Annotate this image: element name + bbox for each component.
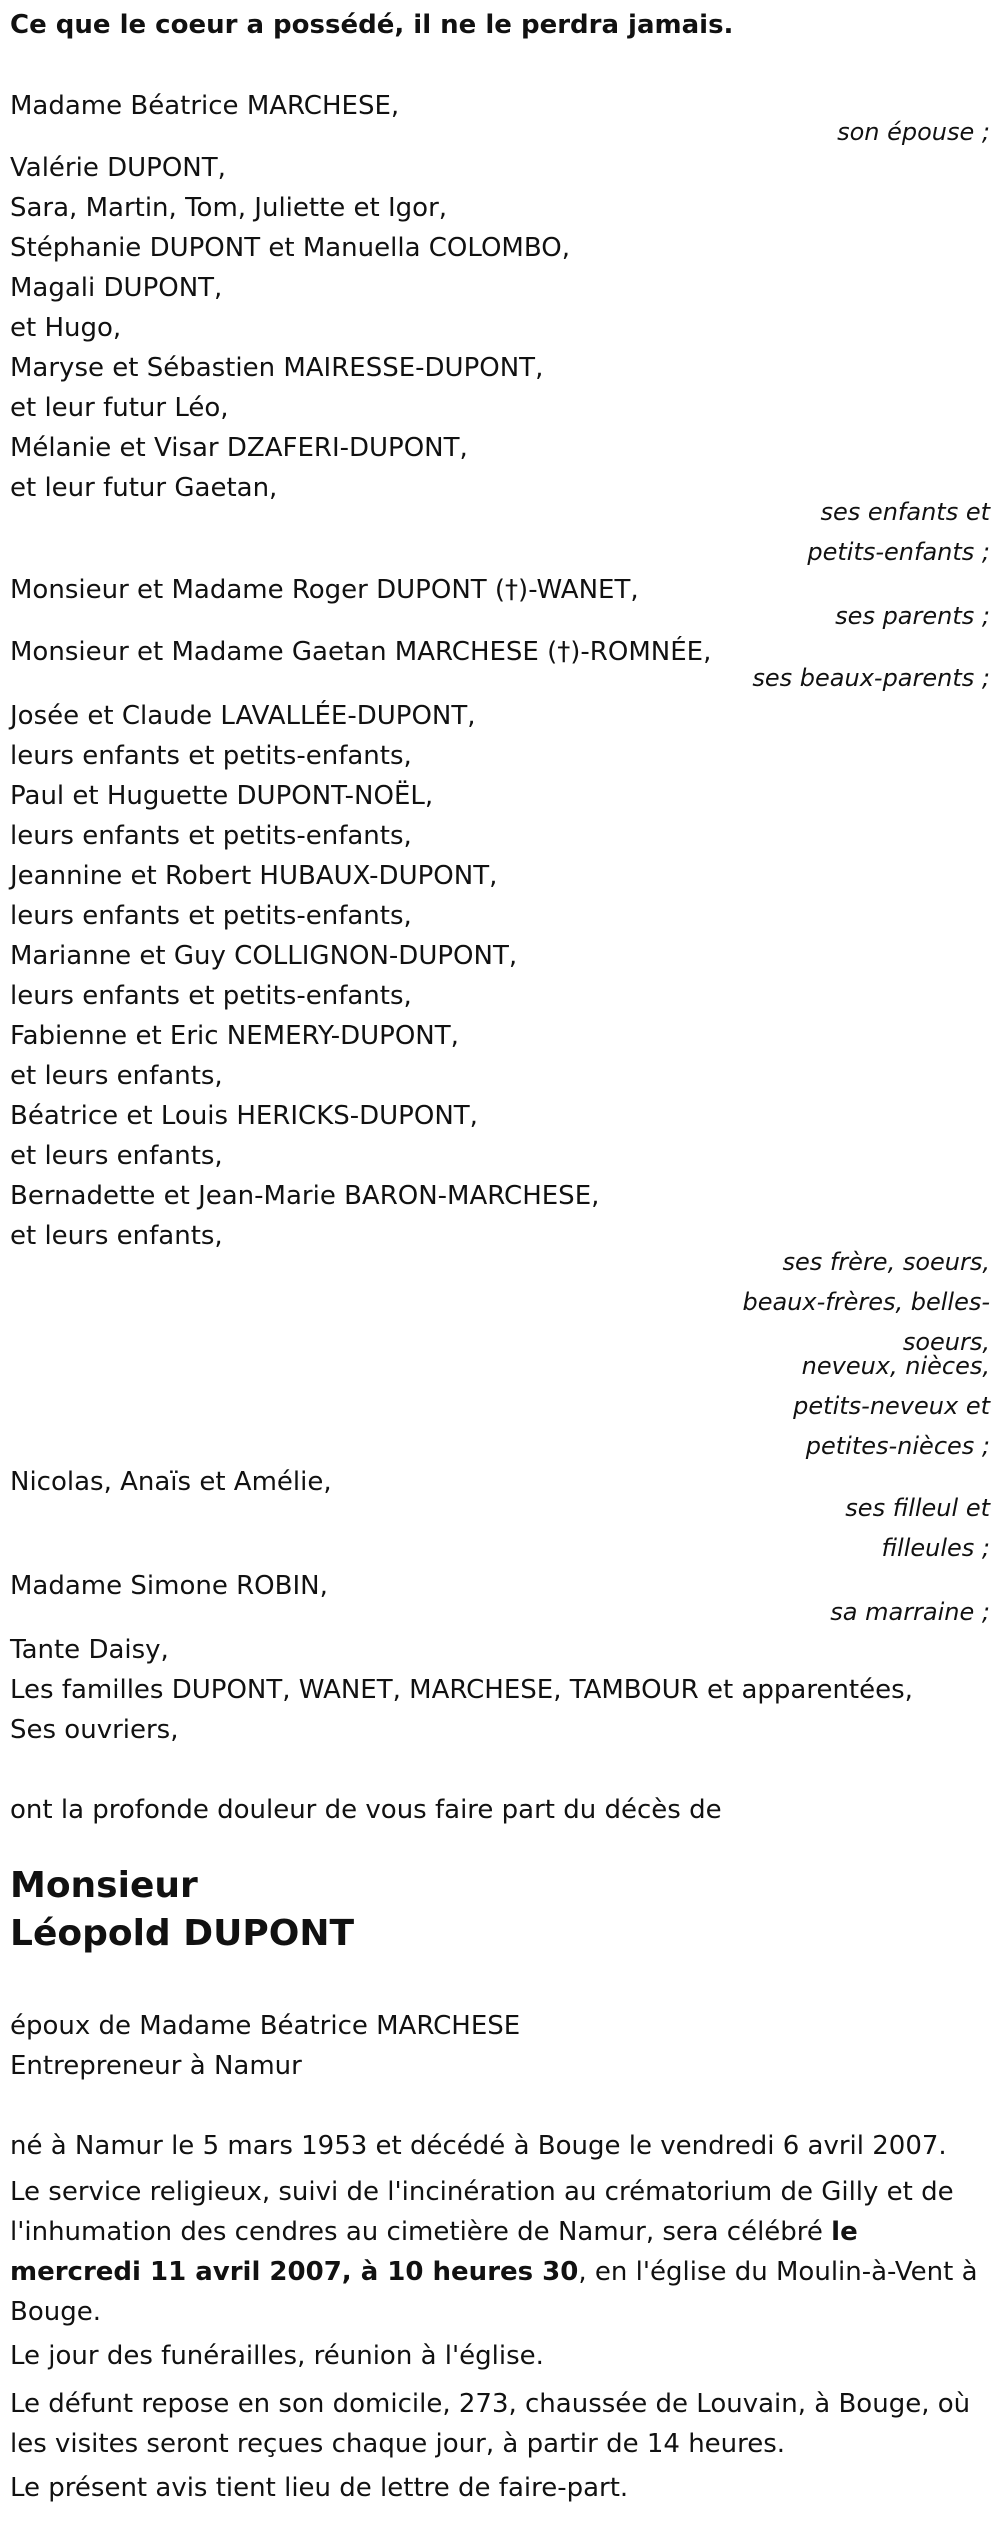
list-item: leurs enfants et petits-enfants, — [10, 821, 412, 851]
children-relation: ses enfants et petits-enfants ; — [807, 498, 990, 566]
service-date: le mercredi 11 avril 2007, à 10 heures 30 — [10, 2217, 858, 2287]
siblings-list — [10, 696, 599, 1256]
godchildren-name: Nicolas, Anaïs et Amélie, — [10, 1467, 332, 1497]
list-item: et leurs enfants, — [10, 1061, 223, 1091]
reunion-paragraph: Le jour des funérailles, réunion à l'église. — [10, 2341, 544, 2371]
visits-paragraph: Le défunt repose en son domicile, 273, chaussée de Louvain, à Bouge, où les visites seront reçues chaque jour, à partir de 14 heures. — [10, 2389, 971, 2459]
parents-name: Monsieur et Madame Roger DUPONT (†)-WANET, — [10, 575, 639, 605]
list-item: Fabienne et Eric NEMERY-DUPONT, — [10, 1021, 459, 1051]
motto: Ce que le coeur a possédé, il ne le perdra jamais. — [10, 10, 734, 40]
list-item: et leurs enfants, — [10, 1221, 223, 1251]
list-item: et Hugo, — [10, 313, 122, 343]
list-item: Sara, Martin, Tom, Juliette et Igor, — [10, 193, 448, 223]
list-item: Les familles DUPONT, WANET, MARCHESE, TAMBOUR et apparentées, — [10, 1675, 913, 1705]
birth-death: né à Namur le 5 mars 1953 et décédé à Bouge le vendredi 6 avril 2007. — [10, 2131, 947, 2161]
list-item: Josée et Claude LAVALLÉE-DUPONT, — [10, 701, 476, 731]
list-item: Tante Daisy, — [10, 1635, 169, 1665]
list-item: leurs enfants et petits-enfants, — [10, 901, 412, 931]
list-item: leurs enfants et petits-enfants, — [10, 741, 412, 771]
list-item: Valérie DUPONT, — [10, 153, 226, 183]
parents-in-law-relation: ses beaux-parents ; — [752, 664, 990, 692]
list-item: Stéphanie DUPONT et Manuella COLOMBO, — [10, 233, 570, 263]
list-item: Béatrice et Louis HERICKS-DUPONT, — [10, 1101, 478, 1131]
list-item: Marianne et Guy COLLIGNON-DUPONT, — [10, 941, 518, 971]
list-item: et leurs enfants, — [10, 1141, 223, 1171]
others-list — [10, 1630, 913, 1750]
list-item: et leur futur Léo, — [10, 393, 229, 423]
spouse-detail: époux de Madame Béatrice MARCHESE — [10, 2011, 521, 2041]
list-item: Ses ouvriers, — [10, 1715, 179, 1745]
children-list — [10, 148, 570, 508]
list-item: leurs enfants et petits-enfants, — [10, 981, 412, 1011]
parents-in-law-name: Monsieur et Madame Gaetan MARCHESE (†)-ROMNÉE, — [10, 637, 712, 667]
list-item: Jeannine et Robert HUBAUX-DUPONT, — [10, 861, 498, 891]
spouse-relation: son épouse ; — [837, 118, 990, 146]
list-item: Maryse et Sébastien MAIRESSE-DUPONT, — [10, 353, 544, 383]
spouse-name: Madame Béatrice MARCHESE, — [10, 91, 400, 121]
parents-relation: ses parents ; — [835, 602, 990, 630]
deceased-name: Léopold DUPONT — [10, 1913, 355, 1954]
godmother-relation: sa marraine ; — [830, 1598, 990, 1626]
list-item: Magali DUPONT, — [10, 273, 223, 303]
siblings-relation: ses frère, soeurs, beaux-frères, belles- soeurs, neveux, nièces, petits-neveux et petites-nièces ; — [742, 1248, 990, 1460]
closing-paragraph: Le présent avis tient lieu de lettre de faire-part. — [10, 2473, 629, 2503]
list-item: Paul et Huguette DUPONT-NOËL, — [10, 781, 434, 811]
list-item: Bernadette et Jean-Marie BARON-MARCHESE, — [10, 1181, 600, 1211]
list-item: et leur futur Gaetan, — [10, 473, 278, 503]
list-item: Mélanie et Visar DZAFERI-DUPONT, — [10, 433, 468, 463]
profession-detail: Entrepreneur à Namur — [10, 2051, 302, 2081]
service-paragraph: Le service religieux, suivi de l'incinération au crématorium de Gilly et de l'inhumation des cendres au cimetière de Namur, sera célébré le mercredi 11 avril 2007, à 10 heures 30, en l'église du Moulin-à-Vent à Bouge. — [10, 2177, 978, 2327]
deceased-title: Monsieur — [10, 1865, 198, 1906]
announcement: ont la profonde douleur de vous faire part du décès de — [10, 1795, 722, 1825]
godchildren-relation: ses filleul et filleules ; — [845, 1494, 990, 1562]
godmother-name: Madame Simone ROBIN, — [10, 1571, 328, 1601]
